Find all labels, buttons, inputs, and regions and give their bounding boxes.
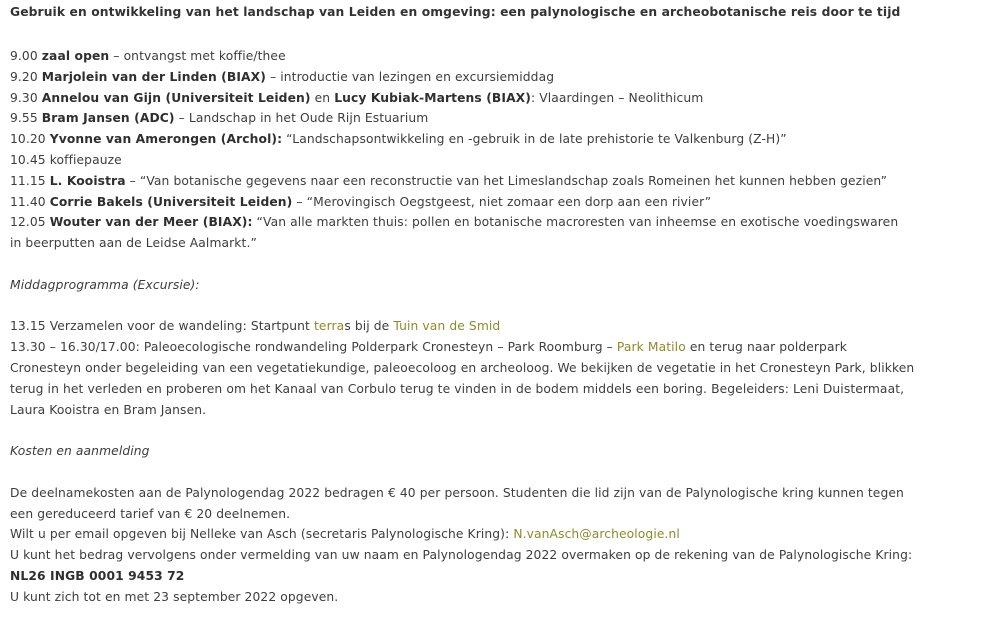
program-item — [10, 150, 990, 171]
afternoon-text: 13.15 Verzamelen voor de wandeling: Startpunt — [10, 319, 314, 334]
afternoon-text: en terug naar polderpark Cronesteyn onder begeleiding van een vegetatiekundige, paleoecoloog en archeoloog. We bekijken de vegetatie in het Cronesteyn Park, blikken terug in het verleden en proberen om het Kanaal van Corbulo terug te vinden in de bodem middels een boring. Begeleiders: Leni Duistermaat, Laura Kooistra en Bram Jansen. — [10, 340, 915, 417]
program-speaker: Yvonne van Amerongen (Archol): — [49, 132, 283, 147]
program-item — [10, 46, 990, 67]
spacer — [10, 254, 990, 275]
program-time: 12.05 — [10, 215, 46, 230]
costs-paragraph — [10, 524, 990, 545]
program-item — [10, 212, 910, 254]
program-item — [10, 171, 990, 192]
program-item — [10, 108, 990, 129]
iban-number: NL26 INGB 0001 9453 72 — [10, 568, 185, 583]
program-speaker: Marjolein van der Linden (BIAX) — [41, 69, 266, 84]
program-desc: en — [310, 90, 335, 105]
costs-paragraph: U kunt zich tot en met 23 september 2022 opgeven. — [10, 589, 339, 604]
afternoon-item — [10, 337, 922, 420]
program-speaker: Bram Jansen (ADC) — [41, 111, 175, 126]
program-desc: – “Merovingisch Oegstgeest, niet zomaar een dorp aan een rivier” — [292, 194, 712, 209]
program-time: 11.15 — [10, 173, 46, 188]
program-item — [10, 67, 990, 88]
program-desc: “Van alle markten thuis: pollen en botanische macroresten van inheemse en exotische voedingswaren in beerputten aan de Leidse Aalmarkt.” — [10, 215, 899, 251]
costs-paragraph — [10, 566, 990, 587]
spacer — [10, 296, 990, 317]
terras-link[interactable]: terra — [313, 319, 345, 334]
program-item — [10, 88, 990, 109]
program-time: 9.20 — [10, 69, 38, 84]
program-desc: – Landschap in het Oude Rijn Estuarium — [174, 111, 429, 126]
costs-section — [10, 483, 990, 608]
spacer — [10, 20, 990, 46]
tuin-van-de-smid-link[interactable]: Tuin van de Smid — [393, 319, 501, 334]
program-item — [10, 192, 990, 213]
program-speaker: zaal open — [41, 49, 110, 63]
program-speaker: L. Kooistra — [49, 173, 126, 188]
program-time: 10.45 — [10, 152, 46, 167]
program-time: 9.00 — [10, 49, 38, 63]
program-desc: koffiepauze — [45, 152, 122, 167]
program-time: 9.55 — [10, 111, 38, 126]
spacer — [10, 462, 990, 483]
program-time: 9.30 — [10, 90, 38, 105]
email-link[interactable]: N.vanAsch@archeologie.nl — [513, 527, 680, 542]
program-desc: – introductie van lezingen en excursiemiddag — [265, 69, 555, 84]
afternoon-heading: Middagprogramma (Excursie): — [10, 277, 200, 292]
program-item — [10, 129, 990, 150]
program-desc: – ontvangst met koffie/thee — [109, 49, 286, 63]
costs-heading: Kosten en aanmelding — [10, 444, 150, 459]
program-desc: “Landschapsontwikkeling en -gebruik in de late prehistorie te Valkenburg (Z-H)” — [282, 132, 787, 147]
program-speaker: Wouter van der Meer (BIAX): — [49, 215, 253, 230]
costs-paragraph: De deelnamekosten aan de Palynologendag 2022 bedragen € 40 per persoon. Studenten die lid zijn van de Palynologische kring kunnen tegen een gereduceerd tarief van € 20 deelnemen. — [10, 485, 904, 521]
spacer — [10, 420, 990, 441]
program-speaker: Lucy Kubiak-Martens (BIAX) — [334, 90, 531, 105]
afternoon-text: 13.30 – 16.30/17.00: Paleoecologische rondwandeling Polderpark Cronesteyn – Park Roomburg – — [10, 340, 617, 355]
park-matilo-link[interactable]: Park Matilo — [616, 340, 686, 355]
afternoon-item — [10, 316, 990, 337]
page-title: Gebruik en ontwikkeling van het landschap van Leiden en omgeving: een palynologische en archeobotanische reis door te tijd — [10, 5, 901, 19]
afternoon-text: s bij de — [344, 319, 394, 334]
afternoon-program — [10, 316, 990, 420]
program-time: 11.40 — [10, 194, 46, 209]
program-speaker: Corrie Bakels (Universiteit Leiden) — [49, 194, 293, 209]
morning-program — [10, 46, 990, 254]
program-desc: – “Van botanische gegevens naar een reconstructie van het Limeslandschap zoals Romeinen het kunnen hebben gezien” — [125, 173, 888, 188]
program-time: 10.20 — [10, 132, 46, 147]
costs-text: Wilt u per email opgeven bij Nelleke van Asch (secretaris Palynologische Kring): — [10, 527, 514, 542]
program-desc: : Vlaardingen – Neolithicum — [531, 90, 704, 105]
costs-paragraph: U kunt het bedrag vervolgens onder vermelding van uw naam en Palynologendag 2022 overmaken op de rekening van de Palynologische Kring: — [10, 548, 913, 563]
program-speaker: Annelou van Gijn (Universiteit Leiden) — [41, 90, 311, 105]
